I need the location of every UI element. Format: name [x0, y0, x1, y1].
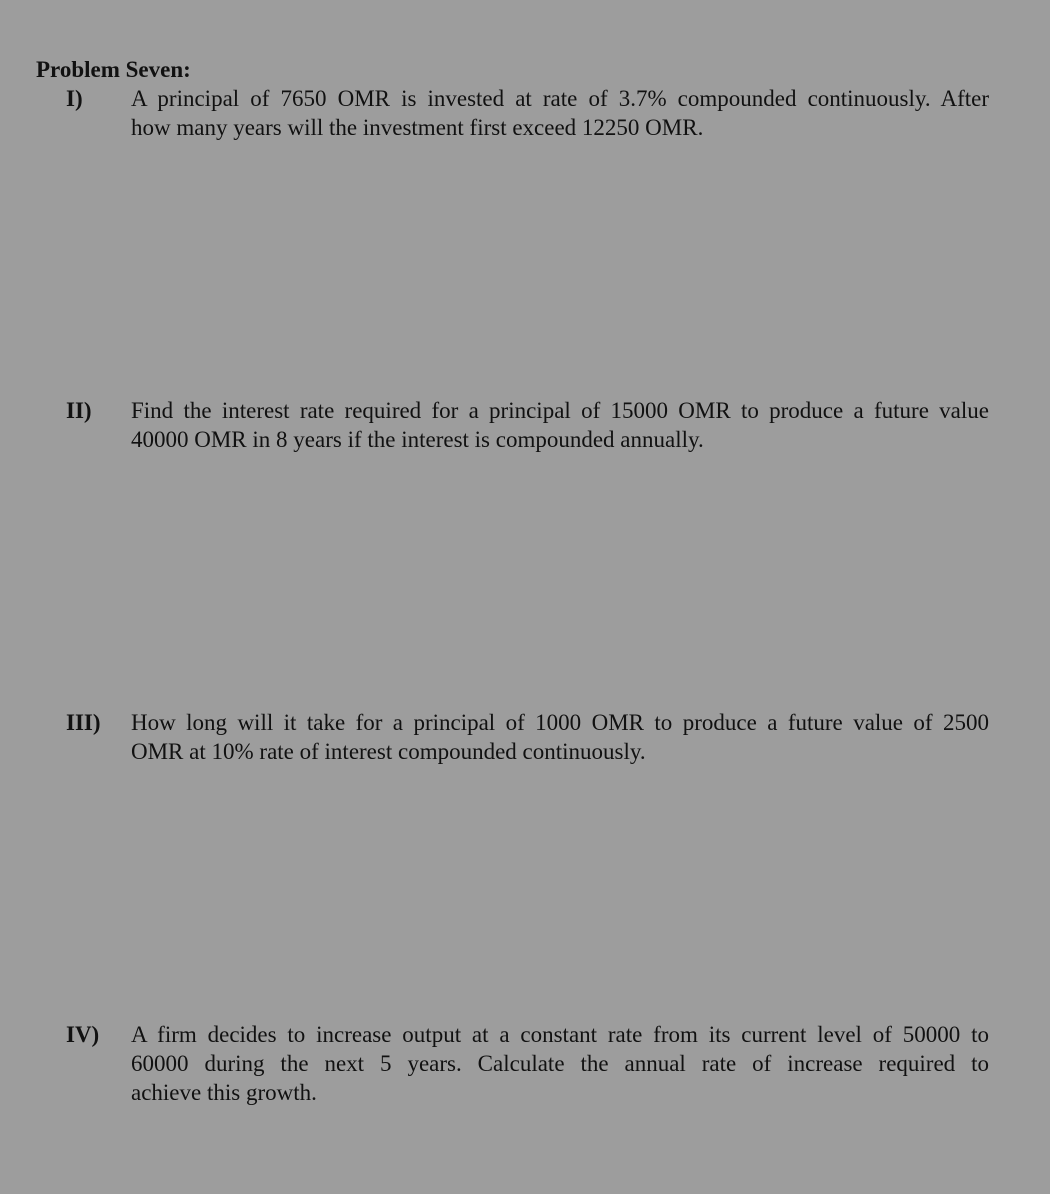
- page-title: Problem Seven:: [36, 57, 191, 82]
- problem-text-line: How long will it take for a principal of 1000 OMR to produce a future value of 2500: [131, 710, 989, 735]
- problem-text: [131, 396, 989, 454]
- problem-text-line: A principal of 7650 OMR is invested at rate of 3.7% compounded continuously. After: [131, 86, 989, 111]
- problem-number: IV): [66, 1022, 100, 1047]
- problem-text-line: 40000 OMR in 8 years if the interest is compounded annually.: [131, 427, 704, 452]
- problem-text-line: achieve this growth.: [131, 1080, 317, 1105]
- problem-text: [131, 84, 989, 142]
- problem-number: III): [66, 710, 101, 735]
- problem-text-line: 60000 during the next 5 years. Calculate the annual rate of increase required to: [131, 1051, 989, 1076]
- problem-text-line: Find the interest rate required for a principal of 15000 OMR to produce a future value: [131, 398, 989, 423]
- problem-number: I): [66, 86, 83, 111]
- problem-text: [131, 708, 989, 766]
- problem-text-line: OMR at 10% rate of interest compounded continuously.: [131, 739, 646, 764]
- problem-text-line: how many years will the investment first exceed 12250 OMR.: [131, 115, 704, 140]
- problem-number: II): [66, 398, 92, 423]
- problem-text: [131, 1020, 989, 1107]
- problem-text-line: A firm decides to increase output at a constant rate from its current level of 50000 to: [131, 1022, 989, 1047]
